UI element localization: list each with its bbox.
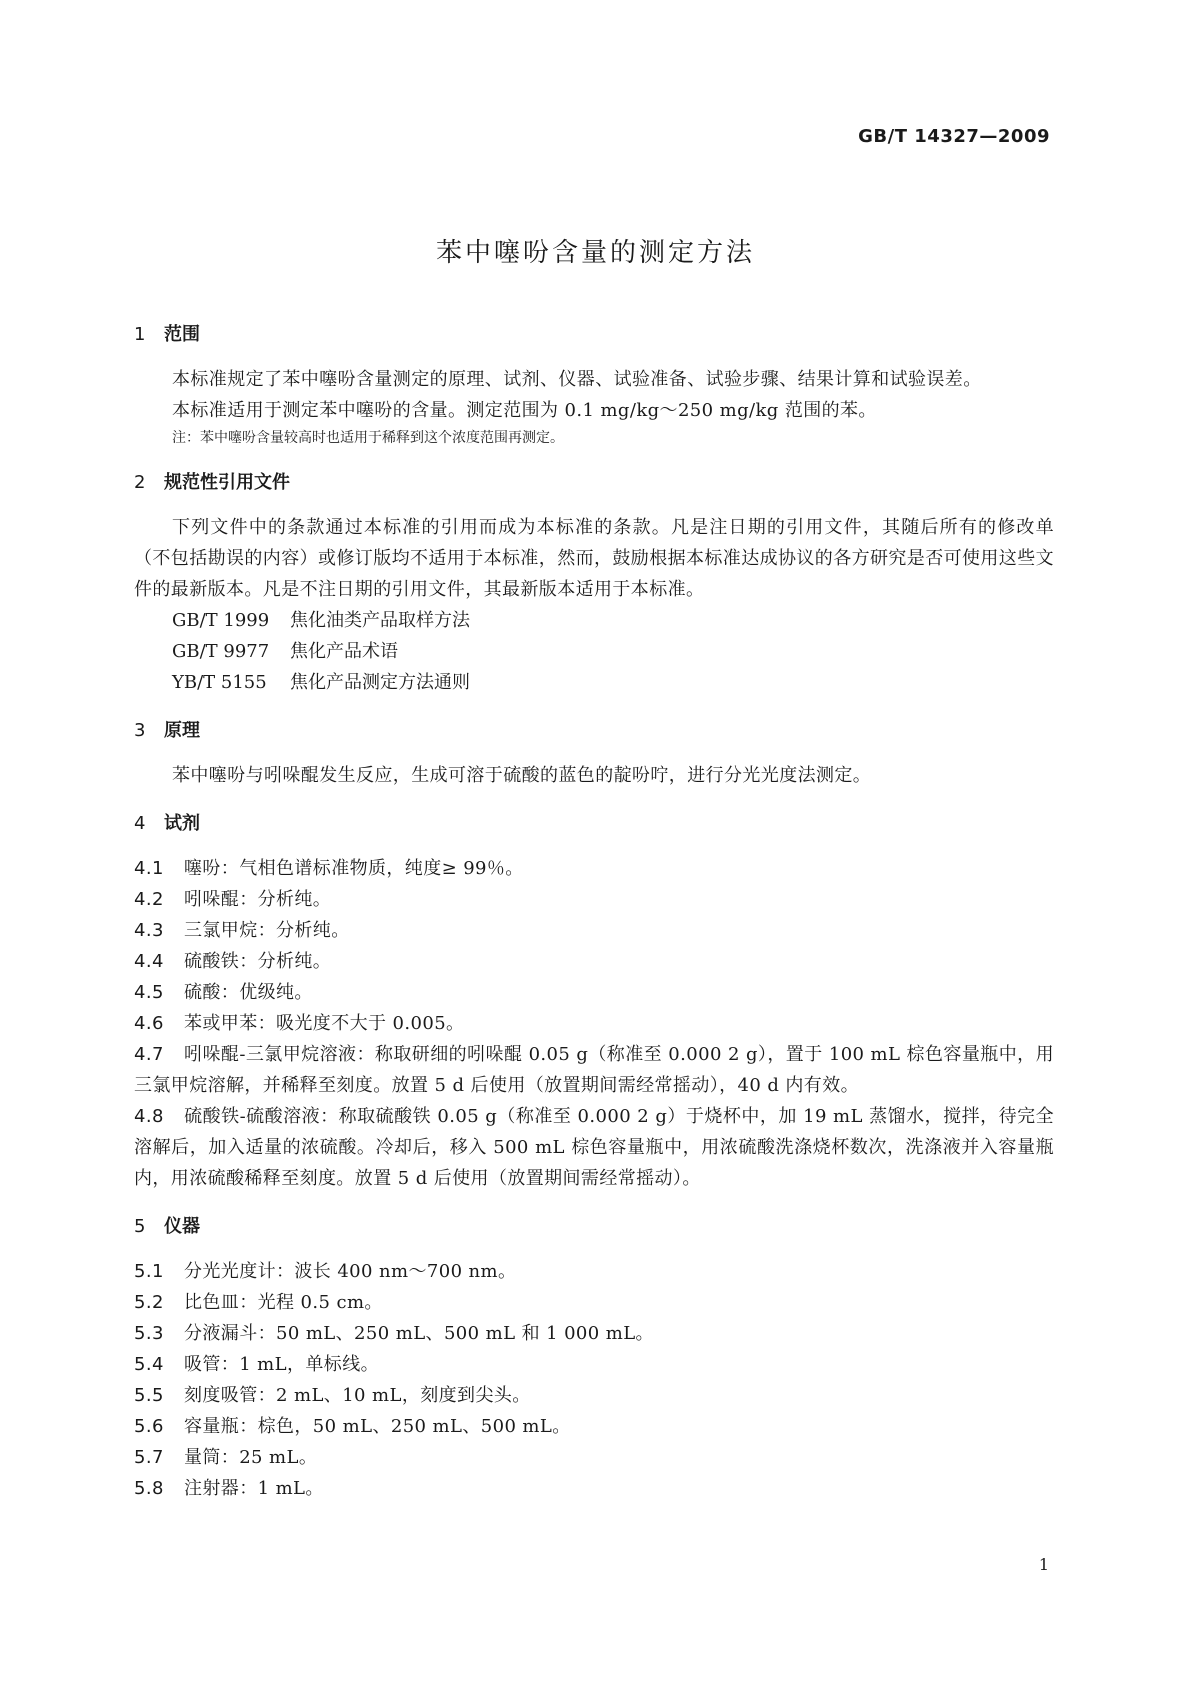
item-text: 吲哚醌-三氯甲烷溶液：称取研细的吲哚醌 0.05 g（称准至 0.000 2 g），置于 100 mL 棕色容量瓶中，用三氯甲烷溶解，并稀释至刻度。放置 5 d 后使用（放置期间需经常摇动），40 d 内有效。: [134, 1044, 1054, 1096]
list-item: [134, 853, 1054, 884]
section-4-heading: [134, 809, 1054, 839]
page-number: 1: [1038, 1555, 1049, 1574]
list-item: [134, 1349, 1054, 1380]
item-text: 比色皿：光程 0.5 cm。: [184, 1292, 383, 1313]
section-number: 1: [134, 324, 146, 345]
list-item: [134, 977, 1054, 1008]
section-1-heading: [134, 320, 1054, 350]
item-number: 5.3: [134, 1323, 164, 1344]
item-number: 4.4: [134, 951, 164, 972]
item-number: 5.2: [134, 1292, 164, 1313]
item-number: 4.5: [134, 982, 164, 1003]
item-number: 4.2: [134, 889, 164, 910]
item-text: 分液漏斗：50 mL、250 mL、500 mL 和 1 000 mL。: [184, 1323, 654, 1344]
list-item: [134, 1473, 1054, 1504]
paragraph: 本标准适用于测定苯中噻吩的含量。测定范围为 0.1 mg/kg～250 mg/kg 范围的苯。: [172, 400, 877, 421]
list-item: [134, 1287, 1054, 1318]
document-title: 苯中噻吩含量的测定方法: [435, 238, 755, 268]
item-number: 5.6: [134, 1416, 164, 1437]
section-number: 2: [134, 472, 146, 493]
item-number: 5.1: [134, 1261, 164, 1282]
item-text: 分光光度计：波长 400 nm～700 nm。: [184, 1261, 517, 1282]
item-text: 吲哚醌：分析纯。: [184, 889, 332, 910]
section-5-heading: [134, 1212, 1054, 1242]
item-number: 5.7: [134, 1447, 164, 1468]
section-number: 4: [134, 813, 146, 834]
section-title: 仪器: [164, 1216, 200, 1237]
item-number: 4.8: [134, 1106, 164, 1127]
list-item: [134, 1256, 1054, 1287]
item-number: 4.1: [134, 858, 164, 879]
item-text: 刻度吸管：2 mL、10 mL，刻度到尖头。: [184, 1385, 531, 1406]
section-3-heading: [134, 716, 1054, 746]
section-title: 范围: [164, 324, 200, 345]
list-item: [134, 1008, 1054, 1039]
list-item: [134, 1442, 1054, 1473]
section-title: 规范性引用文件: [164, 472, 290, 493]
reference-title: 焦化油类产品取样方法: [290, 610, 470, 631]
list-item: [134, 1380, 1054, 1411]
list-item: [134, 946, 1054, 977]
reference-code: GB/T 1999: [172, 610, 270, 631]
item-text: 三氯甲烷：分析纯。: [184, 920, 350, 941]
item-text: 注射器：1 mL。: [184, 1478, 324, 1499]
reference-code: YB/T 5155: [172, 672, 267, 693]
section-number: 5: [134, 1216, 146, 1237]
list-item: [134, 1101, 1054, 1194]
reference-title: 焦化产品测定方法通则: [290, 672, 470, 693]
item-number: 4.7: [134, 1044, 164, 1065]
item-text: 硫酸：优级纯。: [184, 982, 313, 1003]
standard-code: GB/T 14327—2009: [858, 126, 1050, 147]
item-text: 容量瓶：棕色，50 mL、250 mL、500 mL。: [184, 1416, 571, 1437]
item-text: 硫酸铁-硫酸溶液：称取硫酸铁 0.05 g（称准至 0.000 2 g）于烧杯中，加 19 mL 蒸馏水，搅拌，待完全溶解后，加入适量的浓硫酸。冷却后，移入 500 mL 棕色容量瓶中，用浓硫酸洗涤烧杯数次，洗涤液并入容量瓶内，用浓硫酸稀释至刻度。放置 5 d 后使用（放置期间需经常摇动）。: [134, 1106, 1054, 1189]
paragraph: 本标准规定了苯中噻吩含量测定的原理、试剂、仪器、试验准备、试验步骤、结果计算和试验误差。: [172, 369, 982, 390]
reference-code: GB/T 9977: [172, 641, 270, 662]
list-item: [134, 915, 1054, 946]
list-item: [134, 1039, 1054, 1101]
item-number: 4.6: [134, 1013, 164, 1034]
item-text: 量筒：25 mL。: [184, 1447, 318, 1468]
reference-item: [172, 667, 1054, 698]
section-2-heading: [134, 468, 1054, 498]
item-number: 5.4: [134, 1354, 164, 1375]
item-number: 5.8: [134, 1478, 164, 1499]
item-text: 吸管：1 mL，单标线。: [184, 1354, 379, 1375]
paragraph: 下列文件中的条款通过本标准的引用而成为本标准的条款。凡是注日期的引用文件，其随后所有的修改单（不包括勘误的内容）或修订版均不适用于本标准，然而，鼓励根据本标准达成协议的各方研究是否可使用这些文件的最新版本。凡是不注日期的引用文件，其最新版本适用于本标准。: [134, 517, 1054, 600]
item-number: 4.3: [134, 920, 164, 941]
section-title: 原理: [164, 720, 200, 741]
item-text: 硫酸铁：分析纯。: [184, 951, 332, 972]
note: 注：苯中噻吩含量较高时也适用于稀释到这个浓度范围再测定。: [172, 430, 564, 446]
section-number: 3: [134, 720, 146, 741]
list-item: [134, 1411, 1054, 1442]
item-number: 5.5: [134, 1385, 164, 1406]
list-item: [134, 1318, 1054, 1349]
section-title: 试剂: [164, 813, 200, 834]
list-item: [134, 884, 1054, 915]
paragraph: 苯中噻吩与吲哚醌发生反应，生成可溶于硫酸的蓝色的靛吩咛，进行分光光度法测定。: [172, 765, 872, 786]
reference-item: [172, 636, 1054, 667]
document-body: [134, 320, 1054, 1504]
reference-title: 焦化产品术语: [290, 641, 398, 662]
reference-item: [172, 605, 1054, 636]
item-text: 噻吩：气相色谱标准物质，纯度≥ 99％。: [184, 858, 524, 879]
item-text: 苯或甲苯：吸光度不大于 0.005。: [184, 1013, 465, 1034]
